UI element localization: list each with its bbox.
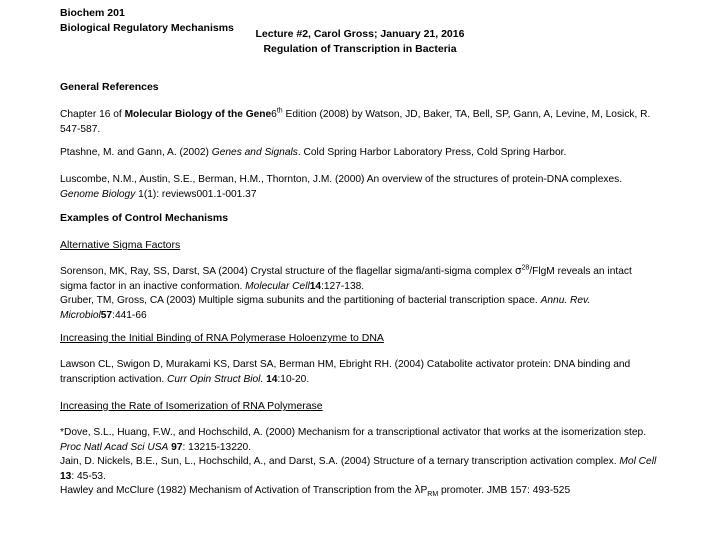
- reference-watson-prefix: Chapter 16 of: [60, 109, 125, 120]
- reference-watson-edition-suffix: th: [276, 107, 283, 115]
- reference-hawley-rest: promoter. JMB 157: 493-525: [438, 485, 571, 496]
- reference-luscombe-rest: 1(1): reviews001.1-001.37: [135, 188, 257, 200]
- reference-ptashne: [60, 146, 660, 161]
- reference-dove-prefix: *Dove, S.L., Huang, F.W., and Hochschild, A. (2000) Mechanism for a transcriptional activator that works at the isomerization step.: [60, 427, 647, 438]
- reference-sorenson-mid: /FlgM reveals an intact sigma factor in an inactive conformation.: [60, 266, 632, 292]
- subheading-initial-binding: Increasing the Initial Binding of RNA Polymerase Holoenzyme to DNA: [60, 332, 384, 344]
- lecture-info: Lecture #2, Carol Gross; January 21, 2016: [255, 28, 465, 40]
- reference-ptashne-prefix: Ptashne, M. and Gann, A. (2002): [60, 147, 212, 158]
- reference-ptashne-rest: . Cold Spring Harbor Laboratory Press, Cold Spring Harbor.: [297, 147, 567, 158]
- reference-jain: [60, 455, 660, 484]
- reference-gruber-volume: 57: [100, 309, 113, 321]
- reference-sorenson-rest: :127-138.: [321, 280, 365, 292]
- reference-lawson-rest: :10-20.: [277, 373, 310, 385]
- reference-sorenson-volume: 14: [309, 280, 322, 292]
- promoter-p: P: [420, 485, 428, 496]
- reference-hawley: [60, 484, 660, 499]
- reference-lawson-journal: Curr Opin Struct Biol.: [167, 373, 264, 385]
- reference-dove: [60, 426, 660, 455]
- reference-luscombe: [60, 173, 660, 202]
- reference-luscombe-prefix: Luscombe, N.M., Austin, S.E., Berman, H.M., Thornton, J.M. (2000) An overview of the structures of protein-DNA complexes.: [60, 174, 623, 185]
- reference-jain-volume: 13: [60, 470, 72, 482]
- reference-hawley-prefix: Hawley and McClure (1982) Mechanism of Activation of Transcription from the: [60, 485, 415, 496]
- reference-sorenson: [60, 265, 660, 294]
- reference-gruber-rest: :441-66: [112, 309, 147, 321]
- reference-gruber: [60, 294, 660, 323]
- reference-sorenson-prefix: Sorenson, MK, Ray, SS, Darst, SA (2004) Crystal structure of the flagellar sigma/anti-sigma complex: [60, 266, 516, 277]
- reference-gruber-journal: Annu. Rev. Microbiol: [60, 295, 591, 321]
- sigma-superscript: 28: [521, 264, 530, 272]
- reference-jain-rest: : 45-53.: [71, 470, 106, 482]
- reference-lawson-prefix: Lawson CL, Swigon D, Murakami KS, Darst SA, Berman HM, Ebright RH. (2004) Catabolite activator protein: DNA binding and transcription activation.: [60, 359, 631, 385]
- subheading-alternative-sigma-factors: Alternative Sigma Factors: [60, 239, 181, 251]
- sigma-symbol: σ: [515, 266, 522, 277]
- course-number: Biochem 201: [60, 7, 125, 19]
- reference-luscombe-journal: Genome Biology: [60, 188, 136, 200]
- subheading-isomerization: Increasing the Rate of Isomerization of RNA Polymerase: [60, 400, 323, 412]
- reference-jain-journal: Mol Cell: [619, 456, 657, 467]
- reference-jain-prefix: Jain, D. Nickels, B.E., Sun, L., Hochschild, A., and Darst, S.A. (2004) Structure of a ternary transcription activation complex.: [60, 456, 620, 467]
- reference-sorenson-journal: Molecular Cell: [245, 280, 310, 292]
- promoter-subscript-rm: RM: [427, 491, 439, 499]
- heading-examples-of-control-mechanisms: Examples of Control Mechanisms: [60, 212, 229, 224]
- course-name: Biological Regulatory Mechanisms: [60, 21, 234, 34]
- reference-watson-edition-number: 6: [271, 109, 277, 120]
- reference-watson-rest: Edition (2008) by Watson, JD, Baker, TA, Bell, SP, Gann, A, Levine, M, Losick, R. 547-587.: [60, 109, 651, 135]
- reference-lawson: [60, 358, 660, 387]
- reference-dove-rest: : 13215-13220.: [182, 441, 252, 453]
- reference-dove-journal: Proc Natl Acad Sci USA: [60, 441, 169, 453]
- lecture-topic: Regulation of Transcription in Bacteria: [263, 42, 457, 55]
- reference-lawson-volume: 14: [263, 373, 278, 385]
- reference-watson-title: Molecular Biology of the Gene: [124, 109, 272, 120]
- heading-general-references: General References: [60, 81, 159, 93]
- reference-ptashne-title: Genes and Signals: [211, 147, 298, 158]
- lecture-title-block: [0, 27, 720, 56]
- reference-watson: [60, 108, 660, 137]
- reference-gruber-prefix: Gruber, TM, Gross, CA (2003) Multiple sigma subunits and the partitioning of bacterial transcription space.: [60, 295, 541, 306]
- lambda-symbol: λ: [414, 485, 421, 496]
- reference-dove-volume: 97: [168, 441, 183, 453]
